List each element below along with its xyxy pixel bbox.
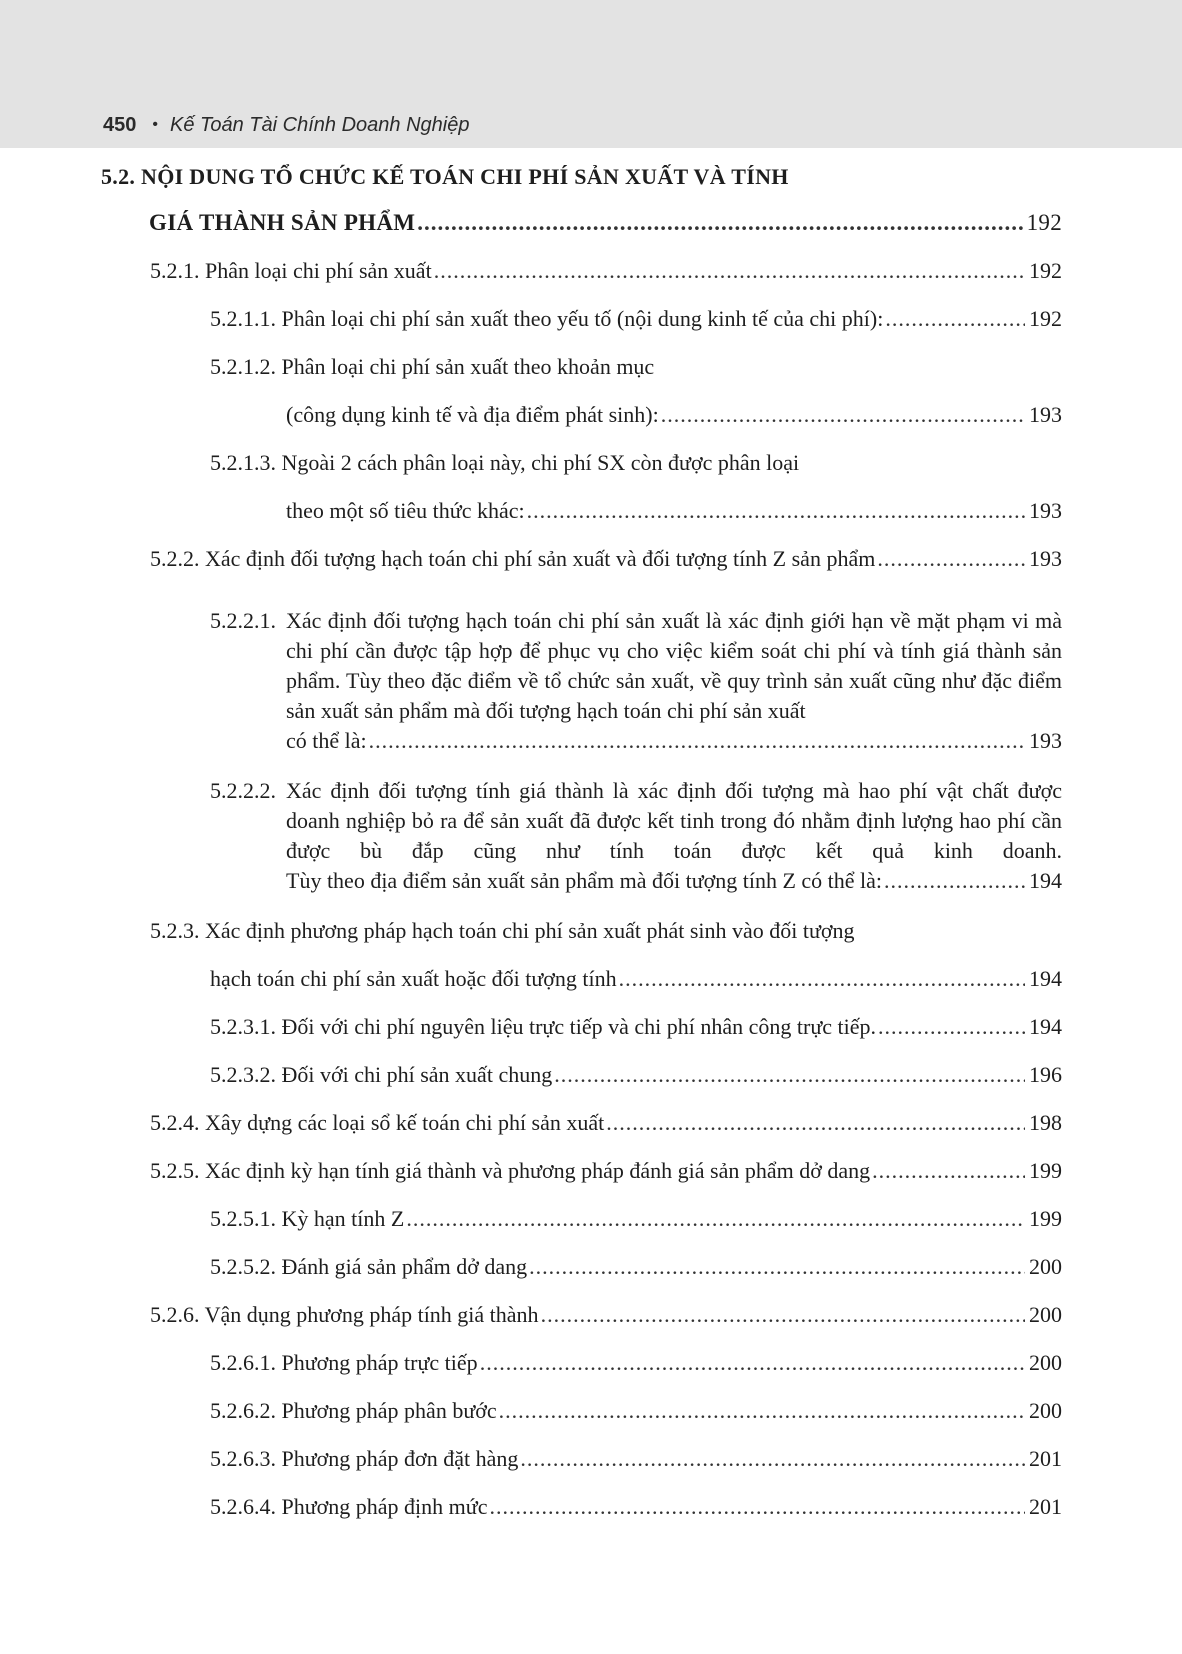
toc-entry-5-2-3-line1: 5.2.3. Xác định phương pháp hạch toán chi phí sản xuất phát sinh vào đối tượng bbox=[150, 918, 855, 943]
toc-entry-5-2-1-2-line1: 5.2.1.2. Phân loại chi phí sản xuất theo khoản mục bbox=[210, 354, 655, 379]
leader-dots bbox=[619, 964, 1025, 994]
leader-dots bbox=[554, 1060, 1025, 1090]
leader-dots bbox=[417, 208, 1022, 238]
leader-dots bbox=[499, 1396, 1025, 1426]
toc-entry-title: theo một số tiêu thức khác: bbox=[286, 498, 525, 523]
toc-entry-number: 5.2.2.2. bbox=[210, 778, 276, 803]
leader-dots bbox=[661, 400, 1025, 430]
toc-page-number: 193 bbox=[1029, 546, 1062, 571]
toc-page-number: 192 bbox=[1029, 258, 1062, 283]
toc-entry-5-2-1-3[interactable] bbox=[286, 496, 1062, 526]
toc-entry-5-2-1-1[interactable] bbox=[210, 304, 1062, 334]
toc-entry-title: (công dụng kinh tế và địa điểm phát sinh): bbox=[286, 402, 659, 427]
toc-entry-body: Xác định đối tượng tính giá thành là xác định đối tượng mà hao phí vật chất được doanh nghiệp bỏ ra để sản xuất đã được kết tinh trong đó nhằm định lượng hao phí cần được bù đắp cũng như tính toán được kết quả kinh doanh. bbox=[286, 778, 1062, 863]
toc-entry-5-2-3-1[interactable] bbox=[210, 1012, 1062, 1042]
leader-dots bbox=[520, 1444, 1025, 1474]
leader-dots bbox=[885, 304, 1025, 334]
leader-dots bbox=[527, 496, 1025, 526]
toc-entry-5-2-6[interactable] bbox=[150, 1300, 1062, 1330]
toc-page-number: 194 bbox=[1029, 966, 1062, 991]
leader-dots bbox=[480, 1348, 1025, 1378]
toc-entry-title: 5.2.4. Xây dựng các loại sổ kế toán chi phí sản xuất bbox=[150, 1110, 605, 1135]
leader-dots bbox=[489, 1492, 1025, 1522]
toc-entry-5-2-3-2[interactable] bbox=[210, 1060, 1062, 1090]
toc-entry-title: 5.2.6. Vận dụng phương pháp tính giá thành bbox=[150, 1302, 539, 1327]
toc-entry-title: hạch toán chi phí sản xuất hoặc đối tượng tính bbox=[210, 966, 617, 991]
toc-entry-5-2-5[interactable] bbox=[150, 1156, 1062, 1186]
leader-dots bbox=[884, 866, 1025, 896]
toc-entry-title: 5.2.2. Xác định đối tượng hạch toán chi phí sản xuất và đối tượng tính Z sản phẩm bbox=[150, 546, 876, 571]
toc-page-number: 201 bbox=[1029, 1494, 1062, 1519]
leader-dots bbox=[434, 256, 1025, 286]
leader-dots bbox=[606, 1108, 1025, 1138]
toc-entry-5-2-2-1[interactable] bbox=[210, 606, 1062, 756]
toc-page-number: 193 bbox=[1029, 728, 1062, 753]
toc-entry-5-2-2[interactable] bbox=[150, 544, 1062, 574]
toc-entry-title: 5.2.5.1. Kỳ hạn tính Z bbox=[210, 1206, 405, 1231]
toc-entry-5-2-6-1[interactable] bbox=[210, 1348, 1062, 1378]
toc-entry-title: 5.2.6.4. Phương pháp định mức bbox=[210, 1494, 488, 1519]
toc-entry-title: 5.2.6.3. Phương pháp đơn đặt hàng bbox=[210, 1446, 519, 1471]
toc-entry-5-2-1-2[interactable] bbox=[286, 400, 1062, 430]
toc-entry-body: Xác định đối tượng hạch toán chi phí sản xuất là xác định giới hạn về mặt phạm vi mà chi phí cần được tập hợp để phục vụ cho việc kiểm soát chi phí và tính giá thành sản phẩm. Tùy theo đặc điểm về tổ chức sản xuất, về quy trình sản xuất cũng như đặc điểm sản xuất sản phẩm mà đối tượng hạch toán chi phí sản xuất bbox=[286, 608, 1062, 723]
toc-page-number: 198 bbox=[1029, 1110, 1062, 1135]
toc-entry-5-2-2-2[interactable] bbox=[210, 776, 1062, 896]
toc-page-number: 194 bbox=[1029, 1014, 1062, 1039]
toc-section-5-2-line1: 5.2. NỘI DUNG TỔ CHỨC KẾ TOÁN CHI PHÍ SẢN XUẤT VÀ TÍNH bbox=[101, 164, 789, 189]
toc-entry-title: 5.2.5. Xác định kỳ hạn tính giá thành và phương pháp đánh giá sản phẩm dở dang bbox=[150, 1158, 871, 1183]
toc-page-number: 200 bbox=[1029, 1302, 1062, 1327]
toc-entry-title: 5.2.3.1. Đối với chi phí nguyên liệu trực tiếp và chi phí nhân công trực tiếp. bbox=[210, 1014, 877, 1039]
leader-dots bbox=[877, 544, 1025, 574]
toc-entry-5-2-6-2[interactable] bbox=[210, 1396, 1062, 1426]
toc-page-number: 193 bbox=[1029, 498, 1062, 523]
toc-entry-title: 5.2.1. Phân loại chi phí sản xuất bbox=[150, 258, 432, 283]
header-line bbox=[103, 110, 469, 140]
leader-dots bbox=[406, 1204, 1025, 1234]
toc-entry-5-2-6-3[interactable] bbox=[210, 1444, 1062, 1474]
leader-dots bbox=[529, 1252, 1025, 1282]
toc-entry-last-line: có thể là: bbox=[286, 728, 367, 753]
toc-page-number: 200 bbox=[1029, 1398, 1062, 1423]
leader-dots bbox=[541, 1300, 1025, 1330]
toc-entry-5-2-3[interactable] bbox=[210, 964, 1062, 994]
toc-entry-5-2-4[interactable] bbox=[150, 1108, 1062, 1138]
toc-entry-5-2-6-4[interactable] bbox=[210, 1492, 1062, 1522]
toc-page-number: 196 bbox=[1029, 1062, 1062, 1087]
toc-page-number: 199 bbox=[1029, 1158, 1062, 1183]
toc-page-number: 200 bbox=[1029, 1254, 1062, 1279]
page-number: 450 bbox=[103, 113, 137, 136]
leader-dots bbox=[369, 726, 1025, 756]
leader-dots bbox=[872, 1156, 1025, 1186]
toc-entry-title: 5.2.6.2. Phương pháp phân bước bbox=[210, 1398, 497, 1423]
toc-page-number: 199 bbox=[1029, 1206, 1062, 1231]
toc-page-number: 201 bbox=[1029, 1446, 1062, 1471]
toc-entry-number: 5.2.2.1. bbox=[210, 608, 276, 633]
toc-entry-5-2-1[interactable] bbox=[150, 256, 1062, 286]
book-title: Kế Toán Tài Chính Doanh Nghiệp bbox=[169, 113, 470, 136]
toc-entry-5-2-1-3-line1: 5.2.1.3. Ngoài 2 cách phân loại này, chi phí SX còn được phân loại bbox=[210, 450, 800, 475]
toc-page-number: 193 bbox=[1029, 402, 1062, 427]
toc-page-number: 194 bbox=[1029, 868, 1062, 893]
toc-entry-title: 5.2.1.1. Phân loại chi phí sản xuất theo yếu tố (nội dung kinh tế của chi phí): bbox=[210, 306, 884, 331]
toc-page-number: 192 bbox=[1029, 306, 1062, 331]
toc-entry-title: 5.2.3.2. Đối với chi phí sản xuất chung bbox=[210, 1062, 553, 1087]
header-separator: • bbox=[152, 116, 158, 133]
toc-entry-title: 5.2.5.2. Đánh giá sản phẩm dở dang bbox=[210, 1254, 528, 1279]
toc-section-5-2-line2: GIÁ THÀNH SẢN PHẨM bbox=[149, 210, 416, 235]
toc-entry-5-2-5-1[interactable] bbox=[210, 1204, 1062, 1234]
toc-page-number: 192 bbox=[1026, 210, 1062, 235]
toc-section-5-2[interactable] bbox=[149, 208, 1062, 238]
leader-dots bbox=[878, 1012, 1025, 1042]
toc-page-number: 200 bbox=[1029, 1350, 1062, 1375]
toc-entry-last-line: Tùy theo địa điểm sản xuất sản phẩm mà đối tượng tính Z có thể là: bbox=[286, 868, 883, 893]
toc-entry-title: 5.2.6.1. Phương pháp trực tiếp bbox=[210, 1350, 478, 1375]
toc-entry-5-2-5-2[interactable] bbox=[210, 1252, 1062, 1282]
